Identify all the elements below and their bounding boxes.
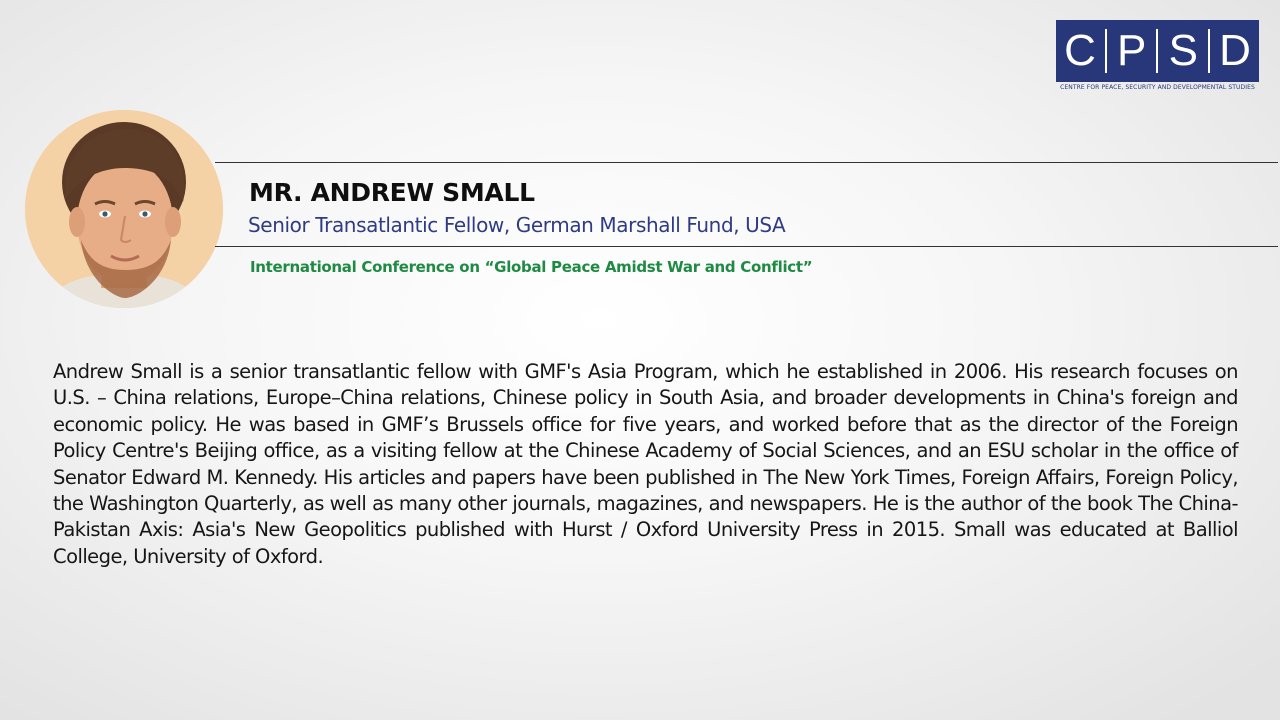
logo-letter-s: S xyxy=(1168,26,1198,75)
speaker-bio: Andrew Small is a senior transatlantic fellow with GMF's Asia Program, which he established in 2006. His research focuses on U.S. – China relations, Europe–China relations, Chinese policy in South Asia, and broader developments in China's foreign and economic policy. He was based in GMF’s Brussels office for five years, and worked before that as the director of the Foreign Policy Centre's Beijing office, as a visiting fellow at the Chinese Academy of Social Sciences, and an ESU scholar in the office of Senator Edward M. Kennedy. His articles and papers have been published in The New York Times, Foreign Affairs, Foreign Policy, the Washington Quarterly, as well as many other journals, magazines, and newspapers. He is the author of the book The China-Pakistan Axis: Asia's New Geopolitics published with Hurst / Oxford University Press in 2015. Small was educated at Balliol College, University of Oxford. xyxy=(53,360,1238,568)
logo-letter-p: P xyxy=(1116,26,1147,75)
logo-letter-d: D xyxy=(1219,26,1251,75)
speaker-photo xyxy=(25,110,223,308)
logo-divider xyxy=(1208,29,1210,73)
conference-title: International Conference on “Global Peace Amidst War and Conflict” xyxy=(250,258,813,276)
divider-top xyxy=(215,162,1278,163)
speaker-name: MR. ANDREW SMALL xyxy=(249,178,535,207)
divider-bottom xyxy=(215,246,1278,247)
cpsd-logo xyxy=(1056,20,1259,91)
portrait-icon xyxy=(25,110,223,308)
logo-caption: CENTRE FOR PEACE, SECURITY AND DEVELOPMENTAL STUDIES xyxy=(1060,84,1255,91)
speaker-title: Senior Transatlantic Fellow, German Marshall Fund, USA xyxy=(248,213,786,237)
logo-divider xyxy=(1105,29,1107,73)
logo-box xyxy=(1056,20,1259,82)
logo-divider xyxy=(1156,29,1158,73)
logo-letter-c: C xyxy=(1064,26,1096,75)
